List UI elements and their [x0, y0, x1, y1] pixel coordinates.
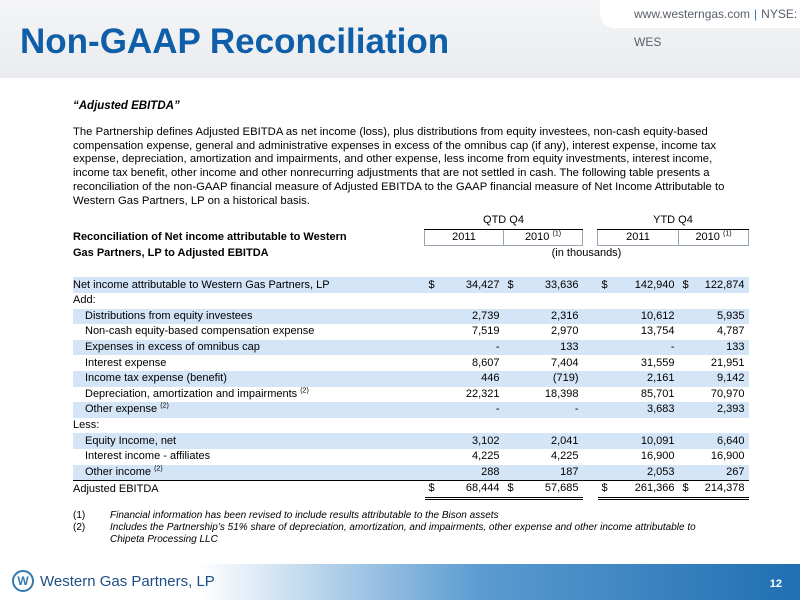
units-row — [73, 246, 749, 262]
cell-q2011: 3,102 — [425, 433, 504, 449]
row-label — [73, 387, 410, 403]
footnote-1 — [73, 510, 730, 522]
adjusted-ebitda-row — [73, 481, 749, 499]
cell-y2011: 2,161 — [598, 371, 679, 387]
footnote-ref: (1) — [552, 230, 562, 238]
value: 34,427 — [465, 278, 500, 291]
net-income-y2010 — [679, 277, 749, 293]
dollar-sign: $ — [601, 482, 608, 495]
spacer-cell — [583, 213, 598, 229]
row-label-text: Other expense — [85, 403, 158, 416]
cell-y2011: 13,754 — [640, 325, 675, 338]
spacer-cell — [410, 355, 425, 371]
units-label: (in thousands) — [551, 247, 622, 260]
dollar-sign: $ — [428, 482, 435, 495]
table-row — [73, 433, 749, 449]
cell-y2010: 267 — [679, 465, 749, 481]
row-label-text: Expenses in excess of omnibus cap — [85, 341, 260, 354]
spacer-cell — [583, 465, 598, 481]
row-label — [73, 433, 410, 449]
cell-q2010: 187 — [504, 465, 583, 481]
cell-q2011: - — [425, 402, 504, 418]
cell-q2010: - — [504, 402, 583, 418]
spacer-cell — [583, 355, 598, 371]
cell-y2010: 133 — [679, 340, 749, 356]
spacer-cell — [583, 324, 598, 340]
section-subtitle: “Adjusted EBITDA” — [73, 100, 180, 112]
spacer-cell — [410, 213, 425, 229]
spacer-cell — [583, 402, 598, 418]
cell-y2011: - — [598, 340, 679, 356]
net-income-row — [73, 277, 749, 293]
cell-y2010: 9,142 — [679, 371, 749, 387]
net-income-label: Net income attributable to Western Gas Partners, LP — [73, 277, 410, 293]
value: 142,940 — [634, 278, 675, 291]
blank-cell — [73, 213, 410, 229]
dollar-sign: $ — [682, 278, 689, 291]
cell-y2010: 4,787 — [716, 325, 745, 338]
cell-q2011: 7,519 — [471, 325, 500, 338]
spacer-cell — [583, 340, 598, 356]
footnote-text: Financial information has been revised to include results attributable to the Bison assets — [110, 510, 499, 521]
row-label-text: Non-cash equity-based compensation expense — [85, 325, 315, 338]
dollar-sign: $ — [507, 482, 514, 495]
row-label — [73, 402, 410, 418]
spacer-cell — [410, 246, 425, 262]
cell-q2011: 8,607 — [471, 356, 500, 369]
footnotes — [73, 510, 730, 546]
row-label-text: Equity Income, net — [85, 434, 177, 447]
add-rows — [73, 309, 749, 418]
value: 68,444 — [465, 482, 500, 495]
spacer-cell — [410, 229, 425, 246]
spacer-cell — [410, 402, 425, 418]
row-label-text: Other income — [85, 465, 152, 478]
spacer-cell — [410, 277, 425, 293]
reconciliation-table — [73, 213, 749, 500]
row-label — [73, 309, 410, 325]
spacer-cell — [410, 340, 425, 356]
footnote-key: (1) — [73, 510, 86, 521]
spacer-cell — [410, 387, 425, 403]
table-row — [73, 371, 749, 387]
table-row — [73, 465, 749, 481]
less-label-row — [73, 418, 749, 434]
spacer-cell — [410, 309, 425, 325]
cell-y2011: 3,683 — [598, 402, 679, 418]
spacer-cell — [410, 433, 425, 449]
footnote-ref: (2) — [160, 402, 169, 410]
add-label: Add: — [73, 294, 96, 307]
header-separator: | — [754, 7, 758, 21]
spacer-cell — [410, 324, 425, 340]
page-number: 12 — [769, 578, 782, 590]
footnote-ref: (2) — [300, 387, 309, 395]
dollar-sign: $ — [601, 278, 608, 291]
value: 261,366 — [634, 482, 675, 495]
row-label-text: Interest income - affiliates — [85, 450, 211, 463]
cell-y2010: 21,951 — [710, 356, 745, 369]
table-row — [73, 309, 749, 325]
cell-q2010: (719) — [504, 371, 583, 387]
blank-row — [73, 262, 749, 278]
table-row — [73, 340, 749, 356]
company-name: Western Gas Partners, LP — [40, 572, 215, 590]
cell-q2010: 4,225 — [550, 450, 579, 463]
row-label-text: Interest expense — [85, 356, 167, 369]
footnote-2 — [73, 522, 730, 546]
row-label — [73, 449, 410, 465]
group-header-row — [73, 213, 749, 229]
spacer-cell — [583, 277, 598, 293]
footnote-key: (2) — [73, 522, 86, 533]
year-q2011: 2011 — [425, 229, 504, 246]
dollar-sign: $ — [428, 278, 435, 291]
group-qtd: QTD Q4 — [425, 213, 583, 229]
cell-y2010: 2,393 — [679, 402, 749, 418]
spacer-cell — [583, 481, 598, 499]
cell-q2011: 288 — [425, 465, 504, 481]
cell-y2010: 70,970 — [710, 387, 745, 400]
cell-y2011: 16,900 — [640, 450, 675, 463]
cell-q2011: 446 — [425, 371, 504, 387]
spacer-cell — [583, 309, 598, 325]
dollar-sign: $ — [507, 278, 514, 291]
row-label-text: Depreciation, amortization and impairments — [85, 387, 298, 400]
cell-y2010: 16,900 — [710, 450, 745, 463]
cell-y2011: 10,612 — [598, 309, 679, 325]
cell-y2010: 5,935 — [679, 309, 749, 325]
value: 122,874 — [704, 278, 745, 291]
year-y2010-text: 2010 — [695, 230, 720, 243]
adjusted-y2011 — [598, 481, 679, 499]
cell-q2010: 2,316 — [504, 309, 583, 325]
cell-q2011: - — [425, 340, 504, 356]
company-logo — [12, 570, 215, 592]
blank-cell — [410, 293, 749, 309]
header-url-box — [600, 0, 800, 49]
adjusted-q2010 — [504, 481, 583, 499]
cell-q2011: 2,739 — [425, 309, 504, 325]
spacer-cell — [410, 449, 425, 465]
cell-y2010: 6,640 — [679, 433, 749, 449]
net-income-q2010 — [504, 277, 583, 293]
ticker-symbol: NYSE: WES — [634, 7, 798, 49]
cell-q2010: 7,404 — [550, 356, 579, 369]
definition-paragraph: The Partnership defines Adjusted EBITDA as net income (loss), plus distributions from equity investees, non-cash equity-based compensation expense, general and administrative expenses in excess of the omnibus cap (if any), interest expense, income tax expense, depreciation, amortization and impairments, and other expense, less income from equity investments, interest income, income tax benefit, other income and other nonrecurring adjustments that are not settled in cash. The following table presents a reconciliation of the non-GAAP financial measure of Adjusted EBITDA to the GAAP financial measure of Net Income Attributable to Western Gas Partners, LP on a historical basis. — [73, 126, 725, 207]
cell-y2011: 10,091 — [598, 433, 679, 449]
adjusted-y2010 — [679, 481, 749, 499]
table-row — [73, 402, 749, 418]
value: 57,685 — [544, 482, 579, 495]
year-y2011: 2011 — [598, 229, 679, 246]
page-title: Non-GAAP Reconciliation — [20, 22, 450, 61]
row-label — [73, 371, 410, 387]
table-heading-line2: Gas Partners, LP to Adjusted EBITDA — [73, 247, 269, 260]
adjusted-ebitda-label: Adjusted EBITDA — [73, 481, 410, 499]
row-label — [73, 465, 410, 481]
spacer-cell — [410, 481, 425, 499]
cell-q2010: 133 — [504, 340, 583, 356]
year-y2010 — [679, 229, 749, 246]
spacer-cell — [583, 449, 598, 465]
footnote-text: Includes the Partnership’s 51% share of depreciation, amortization, and impairments, other expense and other income attributable to Chipeta Processing LLC — [110, 522, 696, 545]
row-label-text: Distributions from equity investees — [85, 309, 253, 322]
cell-y2011: 2,053 — [598, 465, 679, 481]
year-q2010-text: 2010 — [524, 230, 550, 243]
spacer-cell — [583, 433, 598, 449]
footnote-ref: (1) — [722, 230, 732, 238]
adjusted-q2011 — [425, 481, 504, 499]
website-url[interactable]: www.westerngas.com — [634, 7, 751, 21]
spacer-cell — [583, 371, 598, 387]
cell-y2011: 31,559 — [640, 356, 675, 369]
row-label — [73, 324, 410, 340]
blank-cell — [73, 262, 749, 278]
less-label: Less: — [73, 419, 100, 432]
group-ytd: YTD Q4 — [598, 213, 749, 229]
cell-q2010: 2,041 — [504, 433, 583, 449]
spacer-cell — [583, 229, 598, 246]
table-row — [73, 355, 749, 371]
row-label — [73, 340, 410, 356]
spacer-cell — [410, 465, 425, 481]
less-rows — [73, 433, 749, 480]
value: 214,378 — [704, 482, 745, 495]
blank-cell — [410, 418, 749, 434]
row-label — [73, 355, 410, 371]
cell-q2011: 4,225 — [471, 450, 500, 463]
table-row — [73, 449, 749, 465]
cell-q2010: 2,970 — [550, 325, 579, 338]
spacer-cell — [410, 371, 425, 387]
cell-q2010: 18,398 — [544, 387, 579, 400]
table-row — [73, 324, 749, 340]
table-row — [73, 387, 749, 403]
net-income-y2011 — [598, 277, 679, 293]
year-header-row — [73, 229, 749, 246]
add-label-row — [73, 293, 749, 309]
row-label-text: Income tax expense (benefit) — [85, 372, 227, 385]
cell-q2011: 22,321 — [465, 387, 500, 400]
net-income-q2011 — [425, 277, 504, 293]
table-heading-line1: Reconciliation of Net income attributable to Western — [73, 230, 347, 243]
dollar-sign: $ — [682, 482, 689, 495]
year-q2010 — [504, 229, 583, 246]
spacer-cell — [583, 387, 598, 403]
value: 33,636 — [544, 278, 579, 291]
logo-w-icon: W — [12, 570, 34, 592]
cell-y2011: 85,701 — [640, 387, 675, 400]
footnote-ref: (2) — [154, 465, 163, 473]
